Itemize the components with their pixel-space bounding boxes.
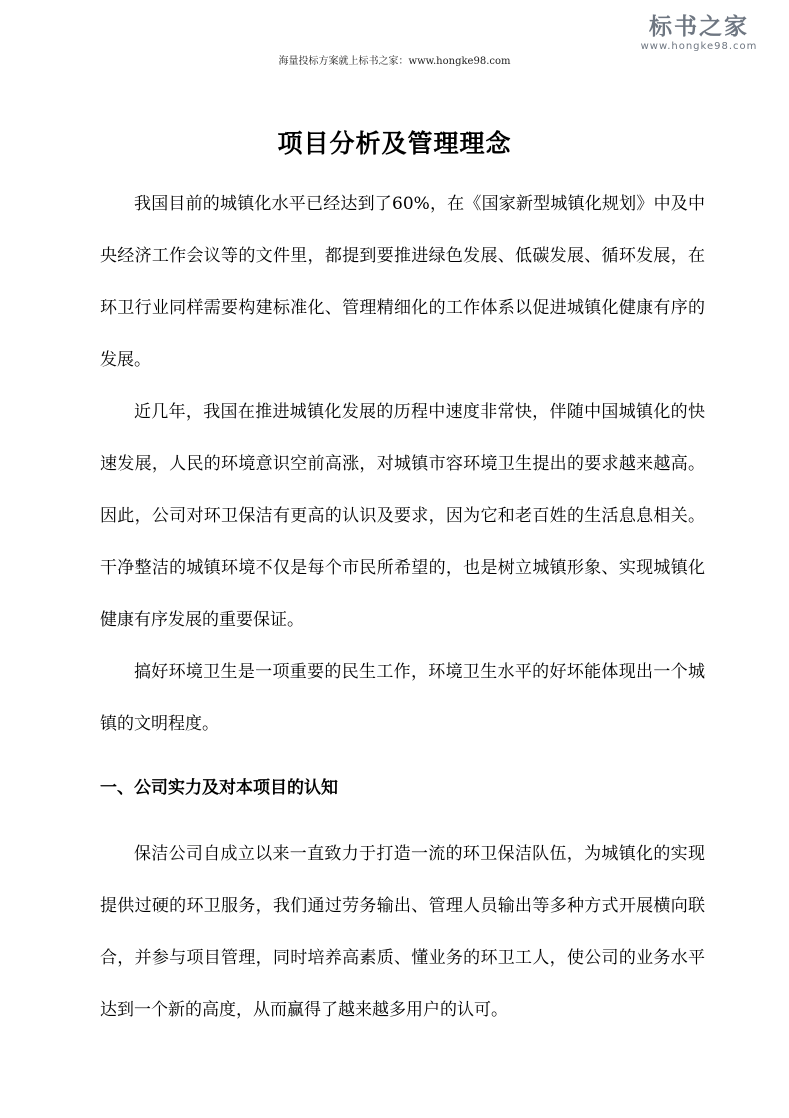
header-watermark-text: 海量投标方案就上标书之家：www.hongke98.com <box>278 56 511 67</box>
section-heading: 一、公司实力及对本项目的认知 <box>100 778 338 798</box>
section-paragraph: 保洁公司自成立以来一直致力于打造一流的环卫保洁队伍，为城镇化的实现提供过硬的环卫服务，我们通过劳务输出、管理人员输出等多种方式开展横向联合，并参与项目管理，同时培养高素质、懂业务的环卫工人，使公司的业务水平达到一个新的高度，从而赢得了越来越多用户的认可。 <box>100 844 705 1020</box>
body-paragraph: 我国目前的城镇化水平已经达到了60%，在《国家新型城镇化规划》中及中央经济工作会议等的文件里，都提到要推进绿色发展、低碳发展、循环发展，在环卫行业同样需要构建标准化、管理精细化的工作体系以促进城镇化健康有序的发展。 <box>100 194 705 370</box>
site-logo <box>629 14 769 53</box>
body-paragraph: 搞好环境卫生是一项重要的民生工作，环境卫生水平的好坏能体现出一个城镇的文明程度。 <box>100 662 705 734</box>
logo-wordmark: 标书之家 <box>649 14 749 40</box>
document-title: 项目分析及管理理念 <box>277 129 512 158</box>
body-paragraph: 近几年，我国在推进城镇化发展的历程中速度非常快，伴随中国城镇化的快速发展，人民的环境意识空前高涨，对城镇市容环境卫生提出的要求越来越高。因此，公司对环卫保洁有更高的认识及要求，因为它和老百姓的生活息息相关。干净整洁的城镇环境不仅是每个市民所希望的，也是树立城镇形象、实现城镇化健康有序发展的重要保证。 <box>100 402 705 630</box>
logo-url: www.hongke98.com <box>640 41 758 52</box>
